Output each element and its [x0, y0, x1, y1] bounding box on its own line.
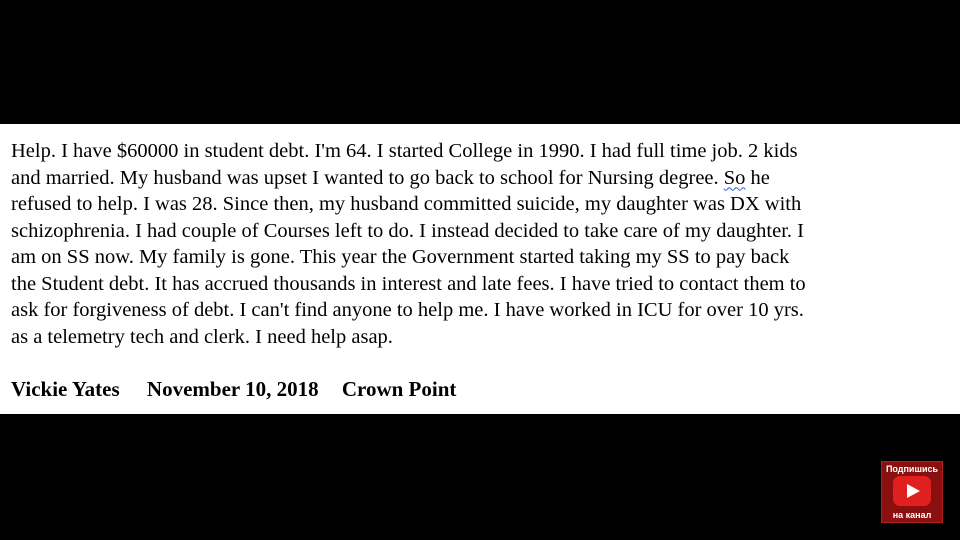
text-line-2-tail: he [745, 166, 770, 189]
text-line-1: Help. I have $60000 in student debt. I'm 64. I started College in 1990. I had full time job. 2 kids [11, 140, 798, 162]
subscribe-button[interactable] [881, 461, 943, 523]
text-line-7: ask for forgiveness of debt. I can't find anyone to help me. I have worked in ICU for over 10 yrs. [11, 299, 804, 321]
author-name: Vickie Yates [11, 377, 120, 401]
document-body [11, 138, 951, 350]
post-date: November 10, 2018 [146, 377, 319, 401]
spellcheck-flagged-word: So [723, 166, 746, 189]
text-line-2-main: and married. My husband was upset I wanted to go back to school for Nursing degree. [11, 166, 719, 189]
signature-line [11, 377, 456, 402]
text-line-5: am on SS now. My family is gone. This year the Government started taking my SS to pay back [11, 246, 790, 268]
text-line-3: refused to help. I was 28. Since then, my husband committed suicide, my daughter was DX with [11, 193, 802, 215]
text-line-2 [11, 165, 951, 192]
subscribe-label-top: Подпишись [885, 464, 939, 474]
text-line-8: as a telemetry tech and clerk. I need help asap. [11, 325, 393, 348]
text-line-6: the Student debt. It has accrued thousands in interest and late fees. I have tried to contact them to [11, 272, 806, 295]
youtube-play-icon [893, 476, 931, 506]
author-location: Crown Point [341, 377, 457, 401]
subscribe-label-bottom: на канал [892, 510, 932, 520]
text-line-4: schizophrenia. I had couple of Courses left to do. I instead decided to take care of my daughter. I [11, 219, 804, 242]
document-page [0, 124, 960, 414]
